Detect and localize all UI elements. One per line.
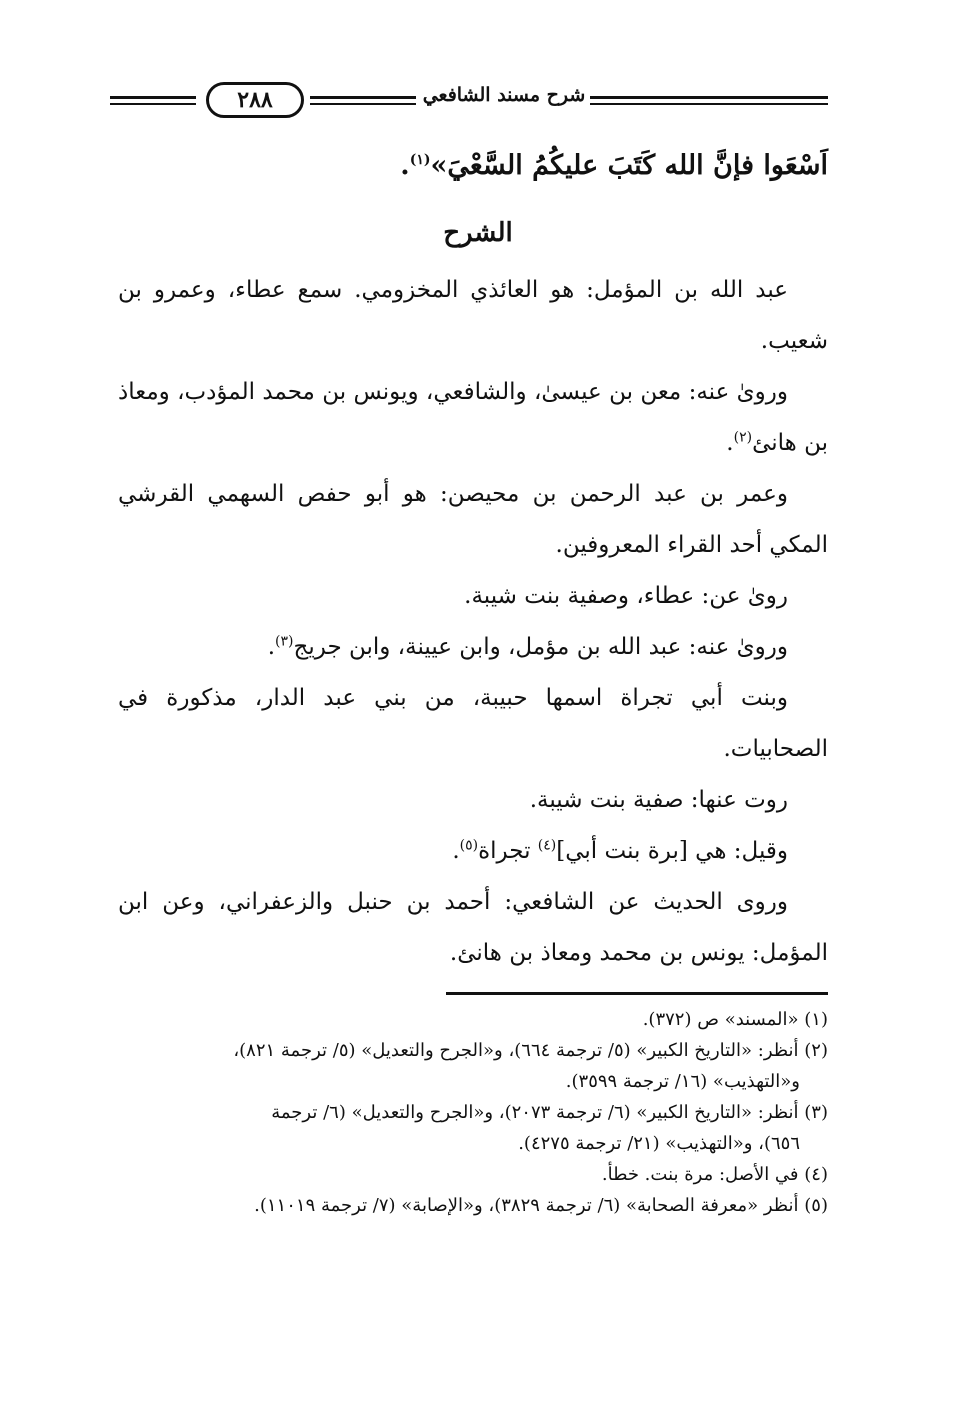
footnote-1: (١) «المسند» ص (٣٧٢). — [642, 1009, 828, 1030]
paragraph-9: وروى الحديث عن الشافعي: أحمد بن حنبل والزعفراني، وعن ابن المؤمل: يونس بن محمد ومعاذ بن هانئ. — [118, 889, 828, 966]
footnote-4: (٤) في الأصل: مرة بنت. خطأ. — [601, 1164, 828, 1185]
footnote-ref-4: (٤) — [537, 837, 557, 854]
footnote-3-line-1: (٣) أنظر: «التاريخ الكبير» (٦/ ترجمة ٢٠٧٣)، و«الجرح والتعديل» (٦/ ترجمة — [271, 1102, 828, 1123]
footnote-2-line-1: (٢) أنظر: «التاريخ الكبير» (٥/ ترجمة ٦٦٤)، و«الجرح والتعديل» (٥/ ترجمة ٨٢١)، — [233, 1040, 828, 1061]
page-number: ٢٨٨ — [206, 82, 304, 118]
paragraph-5-text: وروىٰ عنه: عبد الله بن مؤمل، وابن عيينة، وابن جريج — [293, 634, 788, 660]
paragraph-2: وروىٰ عنه: معن بن عيسىٰ، والشافعي، ويونس بن محمد المؤدب، ومعاذ بن هانئ$^{(٢)}$. — [118, 379, 828, 456]
footnote-ref-5: (٥) — [459, 837, 479, 854]
paragraph-4: روىٰ عن: عطاء، وصفية بنت شيبة. — [464, 583, 788, 609]
footnote-ref-3: (٣) — [275, 633, 294, 650]
paragraph-8-text: وقيل: هي [برة بنت أبي] — [556, 838, 788, 864]
footnote-ref-1: (١) — [409, 152, 431, 168]
paragraph-8: وقيل: هي [برة بنت أبي]$^{(٤)}$ تجراة$^{(٥)}$. — [452, 837, 788, 864]
footnote-separator — [446, 992, 828, 995]
paragraph-2-text: وروىٰ عنه: معن بن عيسىٰ، والشافعي، ويونس بن محمد المؤدب، ومعاذ بن هانئ — [118, 379, 828, 456]
footnote-2-line-2: و«التهذيب» (١٦/ ترجمة ٣٥٩٩). — [565, 1071, 800, 1092]
paragraph-3: وعمر بن عبد الرحمن بن محيصن: هو أبو حفص السهمي القرشي المكي أحد القراء المعروفين. — [118, 481, 828, 558]
paragraph-5: وروىٰ عنه: عبد الله بن مؤمل، وابن عيينة، وابن جريج$^{(٣)}$. — [267, 633, 788, 660]
footnote-5: (٥) أنظر «معرفة الصحابة» (٦/ ترجمة ٣٨٢٩)، و«الإصابة» (٧/ ترجمة ١١٠١٩). — [254, 1195, 828, 1216]
header-rule-left — [110, 96, 196, 105]
footnote-3 — [118, 1097, 828, 1159]
commentary-body — [118, 265, 828, 979]
header-rule-middle — [310, 96, 416, 105]
footnote-ref-2: (٢) — [733, 429, 753, 446]
hadith-ending: اَسْعَوا فإنَّ الله كَتَبَ عليكُمُ السَّعْيَ»$^{(١)}$. — [400, 150, 828, 181]
footnote-3-line-2: ٦٥٦)، و«التهذيب» (٢١/ ترجمة ٤٢٧٥). — [518, 1133, 800, 1154]
hadith-text: اَسْعَوا فإنَّ الله كَتَبَ عليكُمُ السَّعْيَ» — [430, 150, 828, 181]
paragraph-8-tail: تجراة — [478, 838, 538, 864]
running-header — [110, 78, 828, 124]
footnote-2 — [118, 1035, 828, 1097]
header-rule-right — [590, 96, 828, 105]
paragraph-6: وبنت أبي تجراة اسمها حبيبة، من بني عبد الدار، مذكورة في الصحابيات. — [118, 685, 828, 762]
paragraph-1: عبد الله بن المؤمل: هو العائذي المخزومي. سمع عطاء، وعمرو بن شعيب. — [118, 277, 828, 354]
paragraph-7: روت عنها: صفية بنت شيبة. — [529, 787, 788, 813]
section-title: الشرح — [443, 218, 513, 248]
footnotes — [118, 1004, 828, 1221]
book-title: شرح مسند الشافعي — [422, 84, 586, 106]
